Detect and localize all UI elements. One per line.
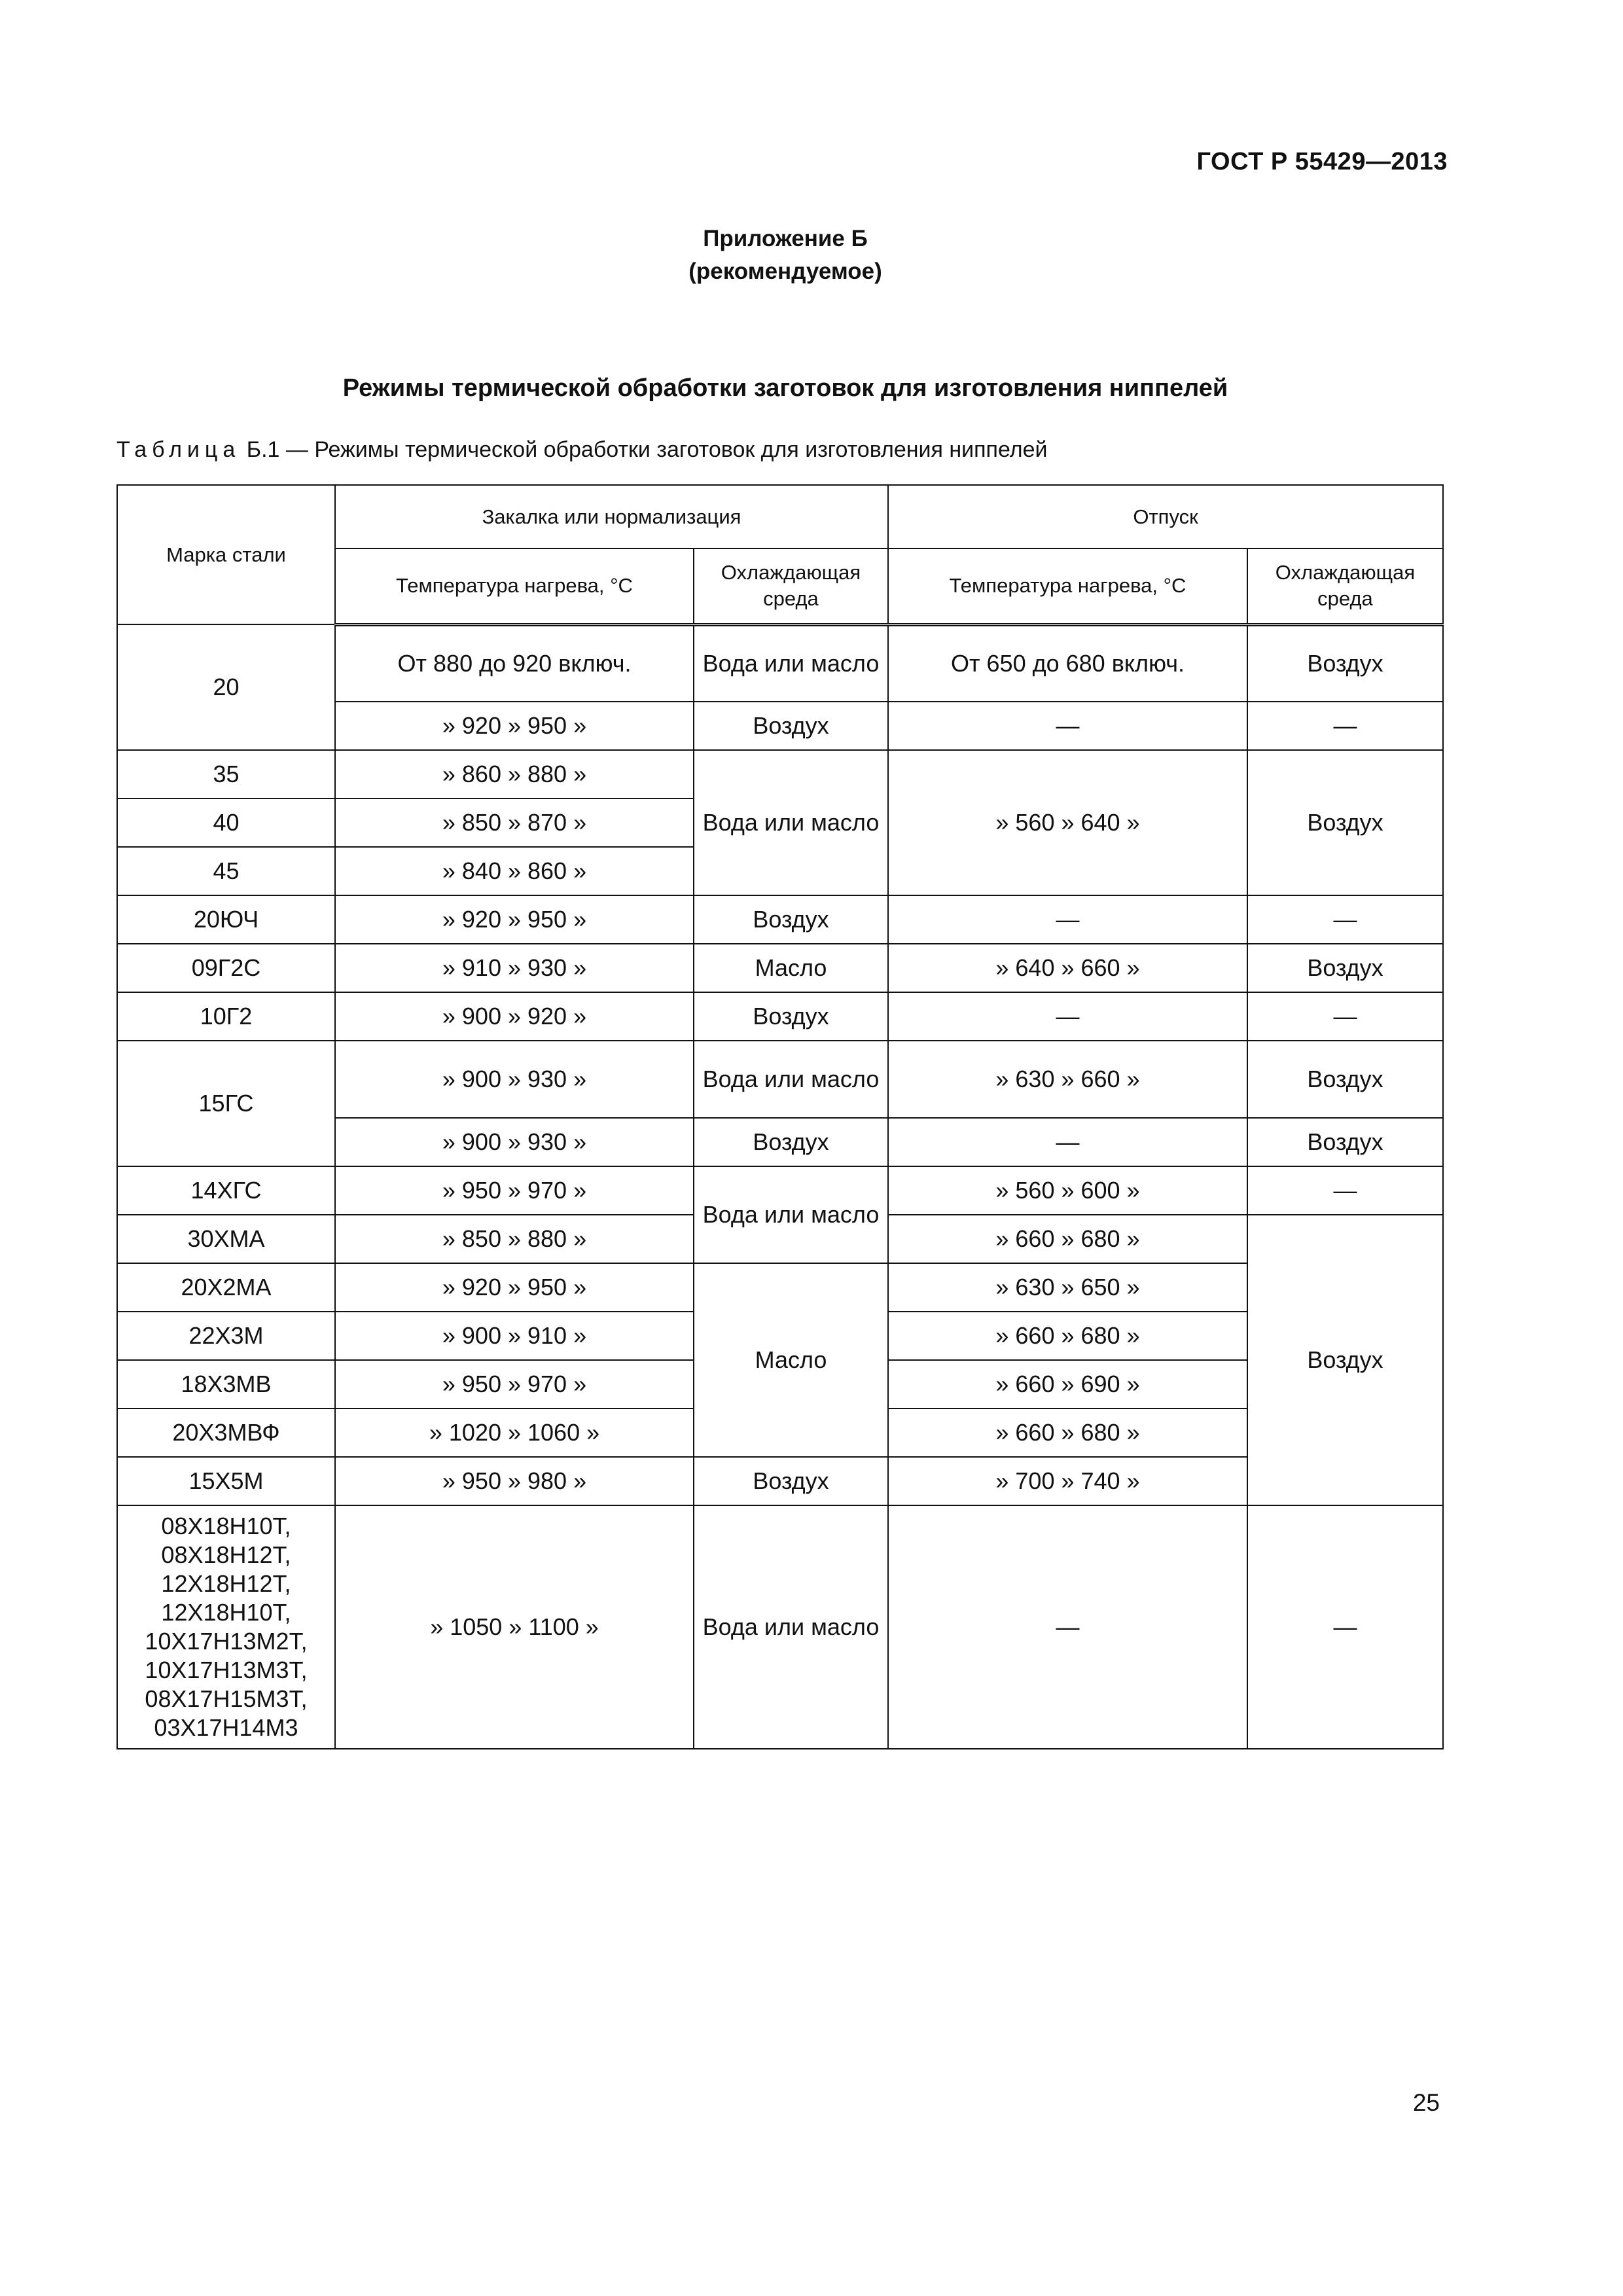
grade-cell: 40 <box>117 798 335 847</box>
quench-temp-cell: » 910 » 930 » <box>335 944 694 992</box>
table-row <box>117 1263 1443 1312</box>
standard-designation: ГОСТ Р 55429—2013 <box>1196 148 1448 175</box>
quench-temp-cell: » 1020 » 1060 » <box>335 1408 694 1457</box>
temper-temp-cell: » 660 » 680 » <box>888 1312 1247 1360</box>
grade-cell: 35 <box>117 750 335 798</box>
grade-line: 08Х18Н10Т, <box>161 1513 291 1539</box>
grade-cell: 20 <box>117 624 335 750</box>
quench-temp-cell: » 900 » 930 » <box>335 1041 694 1118</box>
table-row <box>117 895 1443 944</box>
quench-temp-cell: От 880 до 920 включ. <box>335 624 694 702</box>
grade-cell: 09Г2С <box>117 944 335 992</box>
quench-medium-cell: Воздух <box>694 1118 888 1166</box>
table-row <box>117 1505 1443 1749</box>
header-grade: Марка стали <box>117 485 335 624</box>
temper-temp-cell: » 660 » 690 » <box>888 1360 1247 1408</box>
grade-line: 12Х18Н12Т, <box>161 1570 291 1597</box>
temper-medium-cell: — <box>1247 1505 1443 1749</box>
temper-medium-cell: Воздух <box>1247 1041 1443 1118</box>
quench-temp-cell: » 920 » 950 » <box>335 1263 694 1312</box>
temper-temp-cell: От 650 до 680 включ. <box>888 624 1247 702</box>
grade-cell: 20Х3МВФ <box>117 1408 335 1457</box>
header-temper-group: Отпуск <box>888 485 1443 548</box>
quench-medium-cell: Вода или масло <box>694 750 888 895</box>
annex-title: Приложение Б <box>703 226 868 251</box>
table-row <box>117 750 1443 798</box>
grade-cell: 15ГС <box>117 1041 335 1166</box>
table-row <box>117 1457 1443 1505</box>
table-row <box>117 1041 1443 1118</box>
grade-cell: 18Х3МВ <box>117 1360 335 1408</box>
quench-medium-cell: Воздух <box>694 895 888 944</box>
grade-line: 10Х17Н13М2Т, <box>145 1628 308 1655</box>
grade-line: 12Х18Н10Т, <box>161 1599 291 1626</box>
temper-temp-cell: — <box>888 1118 1247 1166</box>
grade-cell: 45 <box>117 847 335 895</box>
temper-temp-cell: » 630 » 650 » <box>888 1263 1247 1312</box>
temper-temp-cell: — <box>888 1505 1247 1749</box>
header-quench-temp: Температура нагрева, °С <box>335 548 694 624</box>
table-row <box>117 1166 1443 1215</box>
quench-medium-cell: Воздух <box>694 702 888 750</box>
temper-medium-cell: Воздух <box>1247 750 1443 895</box>
quench-medium-cell: Воздух <box>694 992 888 1041</box>
quench-temp-cell: » 900 » 930 » <box>335 1118 694 1166</box>
temper-temp-cell: » 700 » 740 » <box>888 1457 1247 1505</box>
temper-temp-cell: » 660 » 680 » <box>888 1215 1247 1263</box>
temper-temp-cell: » 630 » 660 » <box>888 1041 1247 1118</box>
grade-cell: 20ЮЧ <box>117 895 335 944</box>
temper-medium-cell: — <box>1247 702 1443 750</box>
header-temper-temp: Температура нагрева, °С <box>888 548 1247 624</box>
table-row <box>117 944 1443 992</box>
header-quench-group: Закалка или нормализация <box>335 485 888 548</box>
temper-medium-cell: — <box>1247 992 1443 1041</box>
quench-medium-cell: Вода или масло <box>694 1505 888 1749</box>
temper-temp-cell: » 560 » 640 » <box>888 750 1247 895</box>
heat-treatment-table <box>116 484 1444 1749</box>
grade-line: 03Х17Н14М3 <box>154 1714 298 1741</box>
table-row <box>117 992 1443 1041</box>
temper-medium-cell: Воздух <box>1247 944 1443 992</box>
temper-medium-cell: Воздух <box>1247 1215 1443 1505</box>
temper-temp-cell: » 560 » 600 » <box>888 1166 1247 1215</box>
grade-line: 10Х17Н13М3Т, <box>145 1657 308 1683</box>
annex-heading <box>0 223 1571 288</box>
quench-temp-cell: » 840 » 860 » <box>335 847 694 895</box>
quench-medium-cell: Вода или масло <box>694 1166 888 1263</box>
grade-cell: 20Х2МА <box>117 1263 335 1312</box>
quench-temp-cell: » 920 » 950 » <box>335 702 694 750</box>
page-number: 25 <box>1412 2089 1440 2116</box>
quench-temp-cell: » 900 » 920 » <box>335 992 694 1041</box>
quench-temp-cell: » 950 » 970 » <box>335 1166 694 1215</box>
table-caption-text: Б.1 — Режимы термической обработки заготовок для изготовления ниппелей <box>246 437 1048 462</box>
temper-medium-cell: — <box>1247 895 1443 944</box>
quench-temp-cell: » 950 » 980 » <box>335 1457 694 1505</box>
quench-medium-cell: Масло <box>694 1263 888 1457</box>
temper-temp-cell: » 660 » 680 » <box>888 1408 1247 1457</box>
annex-status: (рекомендуемое) <box>688 259 882 284</box>
quench-temp-cell: » 900 » 910 » <box>335 1312 694 1360</box>
temper-temp-cell: — <box>888 992 1247 1041</box>
table-caption-label: Таблица <box>116 437 241 462</box>
header-quench-medium: Охлаждающая среда <box>694 548 888 624</box>
temper-temp-cell: » 640 » 660 » <box>888 944 1247 992</box>
grade-line: 08Х17Н15М3Т, <box>145 1685 308 1712</box>
temper-temp-cell: — <box>888 702 1247 750</box>
section-title: Режимы термической обработки заготовок для изготовления ниппелей <box>342 374 1228 402</box>
quench-temp-cell: » 1050 » 1100 » <box>335 1505 694 1749</box>
temper-medium-cell: — <box>1247 1166 1443 1215</box>
quench-temp-cell: » 850 » 870 » <box>335 798 694 847</box>
grade-cell <box>117 1505 335 1749</box>
table-row <box>117 624 1443 702</box>
quench-temp-cell: » 850 » 880 » <box>335 1215 694 1263</box>
header-temper-medium: Охлаждающая среда <box>1247 548 1443 624</box>
quench-medium-cell: Воздух <box>694 1457 888 1505</box>
grade-line: 08Х18Н12Т, <box>161 1541 291 1568</box>
table-caption <box>116 437 1047 463</box>
quench-medium-cell: Масло <box>694 944 888 992</box>
grade-cell: 15Х5М <box>117 1457 335 1505</box>
quench-temp-cell: » 950 » 970 » <box>335 1360 694 1408</box>
quench-temp-cell: » 920 » 950 » <box>335 895 694 944</box>
temper-temp-cell: — <box>888 895 1247 944</box>
grade-cell: 22Х3М <box>117 1312 335 1360</box>
temper-medium-cell: Воздух <box>1247 1118 1443 1166</box>
quench-medium-cell: Вода или масло <box>694 624 888 702</box>
table-header-row <box>117 485 1443 548</box>
grade-cell: 30ХМА <box>117 1215 335 1263</box>
grade-cell: 10Г2 <box>117 992 335 1041</box>
temper-medium-cell: Воздух <box>1247 624 1443 702</box>
grade-cell: 14ХГС <box>117 1166 335 1215</box>
quench-temp-cell: » 860 » 880 » <box>335 750 694 798</box>
quench-medium-cell: Вода или масло <box>694 1041 888 1118</box>
